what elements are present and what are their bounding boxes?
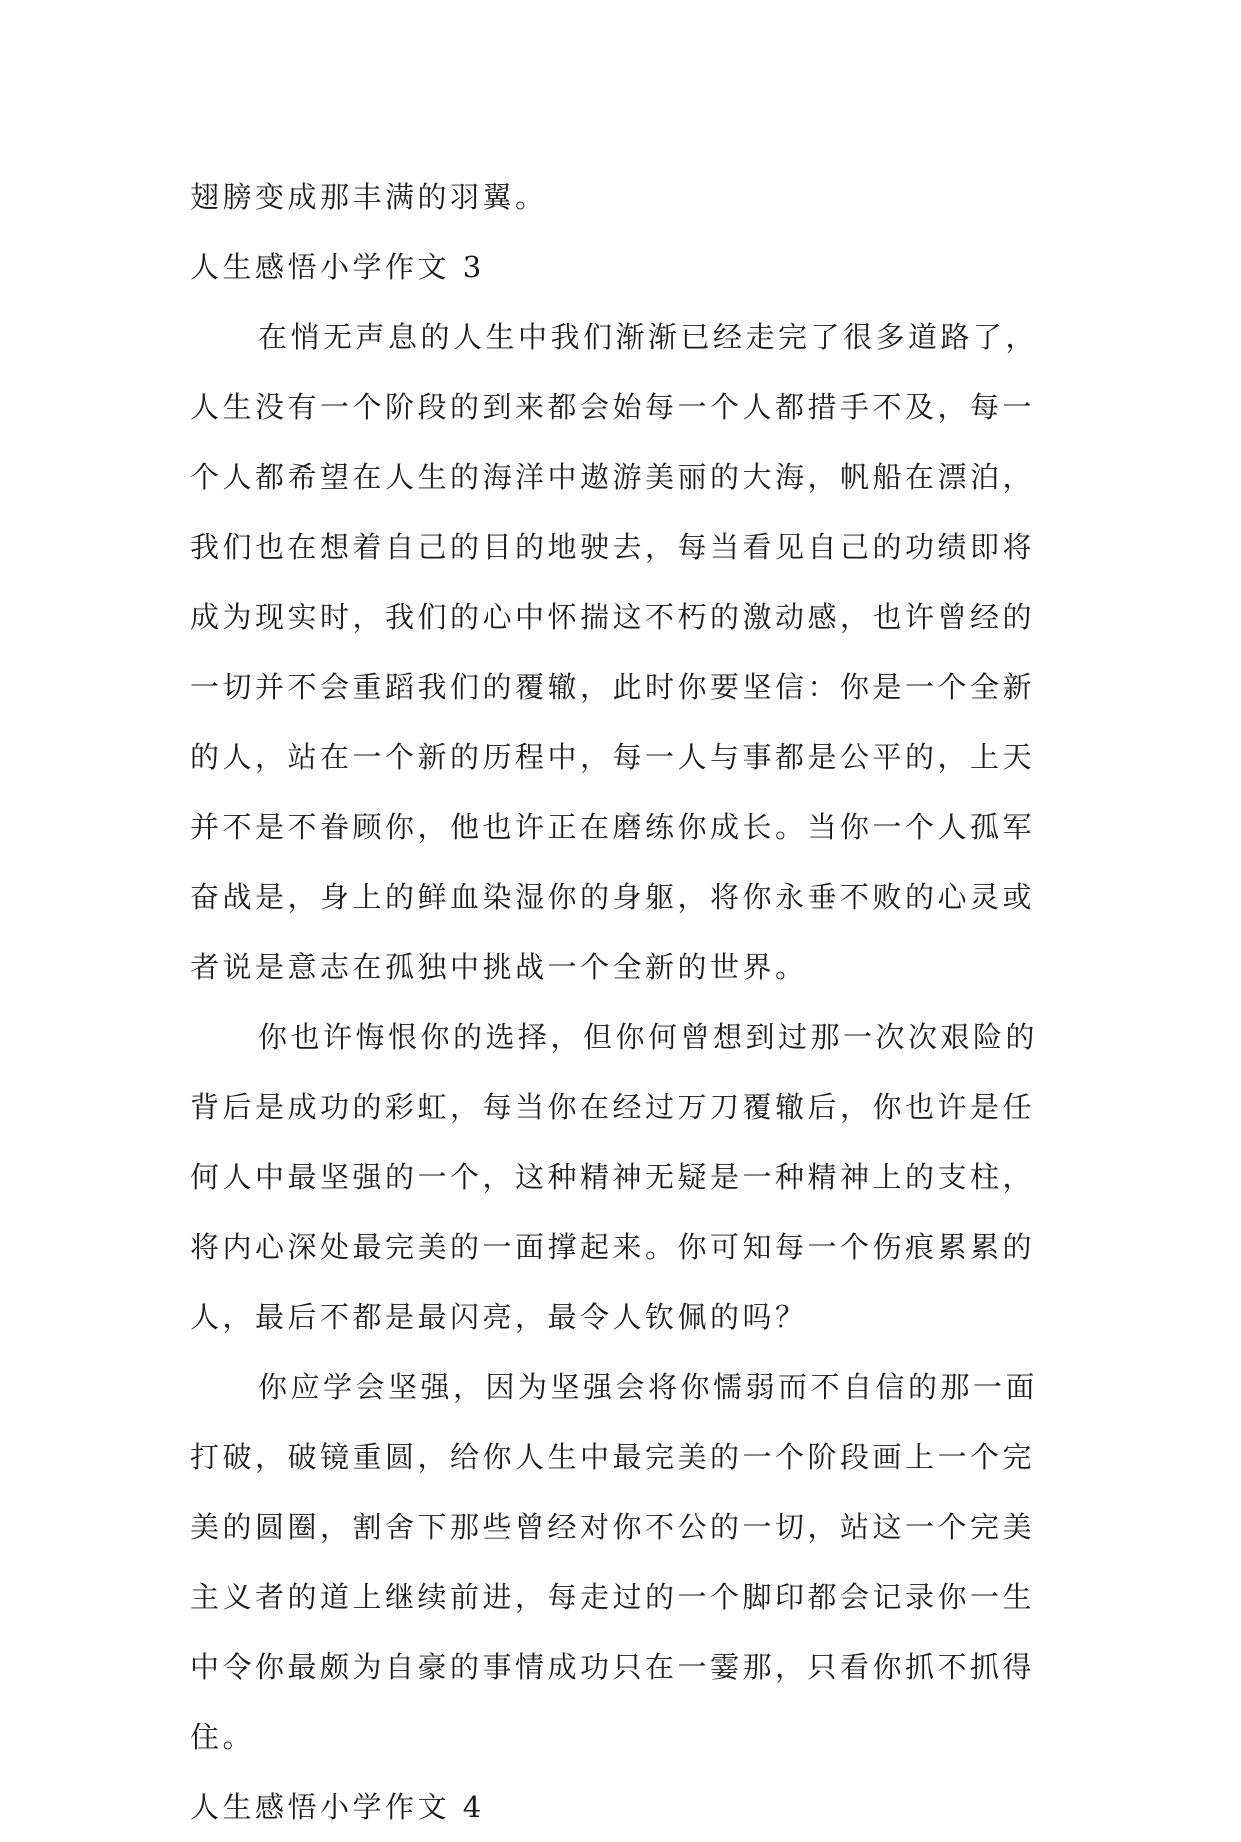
paragraph-line: 你应学会坚强，因为坚强会将你懦弱而不自信的那一面 xyxy=(258,1370,1039,1404)
paragraph-line: 的人，站在一个新的历程中，每一人与事都是公平的，上天 xyxy=(190,740,1036,774)
paragraph-line: 并不是不眷顾你，他也许正在磨练你成长。当你一个人孤军 xyxy=(190,810,1036,844)
paragraph-continuation: 翅膀变成那丰满的羽翼。 xyxy=(190,180,548,214)
section-heading-3: 人生感悟小学作文 3 xyxy=(190,250,485,284)
paragraph-line: 住。 xyxy=(190,1720,256,1754)
paragraph-line: 奋战是，身上的鲜血染湿你的身躯，将你永垂不败的心灵或 xyxy=(190,880,1036,914)
paragraph-line: 美的圆圈，割舍下那些曾经对你不公的一切，站这一个完美 xyxy=(190,1510,1036,1544)
paragraph-line: 背后是成功的彩虹，每当你在经过万刀覆辙后，你也许是任 xyxy=(190,1090,1036,1124)
paragraph-line: 成为现实时，我们的心中怀揣这不朽的激动感，也许曾经的 xyxy=(190,600,1036,634)
paragraph-line: 人，最后不都是最闪亮，最令人钦佩的吗？ xyxy=(190,1300,808,1334)
paragraph-line: 主义者的道上继续前进，每走过的一个脚印都会记录你一生 xyxy=(190,1580,1036,1614)
document-body xyxy=(190,162,1050,1842)
paragraph-line: 你也许悔恨你的选择，但你何曾想到过那一次次艰险的 xyxy=(258,1020,1039,1054)
section-heading-4: 人生感悟小学作文 4 xyxy=(190,1790,485,1824)
paragraph-line: 在悄无声息的人生中我们渐渐已经走完了很多道路了， xyxy=(258,320,1039,354)
paragraph-line: 人生没有一个阶段的到来都会始每一个人都措手不及，每一 xyxy=(190,390,1036,424)
paragraph-line: 打破，破镜重圆，给你人生中最完美的一个阶段画上一个完 xyxy=(190,1440,1036,1474)
paragraph-line: 何人中最坚强的一个，这种精神无疑是一种精神上的支柱， xyxy=(190,1160,1036,1194)
paragraph-line: 一切并不会重蹈我们的覆辙，此时你要坚信：你是一个全新 xyxy=(190,670,1036,704)
paragraph-line: 者说是意志在孤独中挑战一个全新的世界。 xyxy=(190,950,808,984)
paragraph-line: 中令你最颇为自豪的事情成功只在一霎那，只看你抓不抓得 xyxy=(190,1650,1036,1684)
paragraph-line: 我们也在想着自己的目的地驶去，每当看见自己的功绩即将 xyxy=(190,530,1036,564)
paragraph-line: 将内心深处最完美的一面撑起来。你可知每一个伤痕累累的 xyxy=(190,1230,1036,1264)
paragraph-line: 个人都希望在人生的海洋中遨游美丽的大海，帆船在漂泊， xyxy=(190,460,1036,494)
